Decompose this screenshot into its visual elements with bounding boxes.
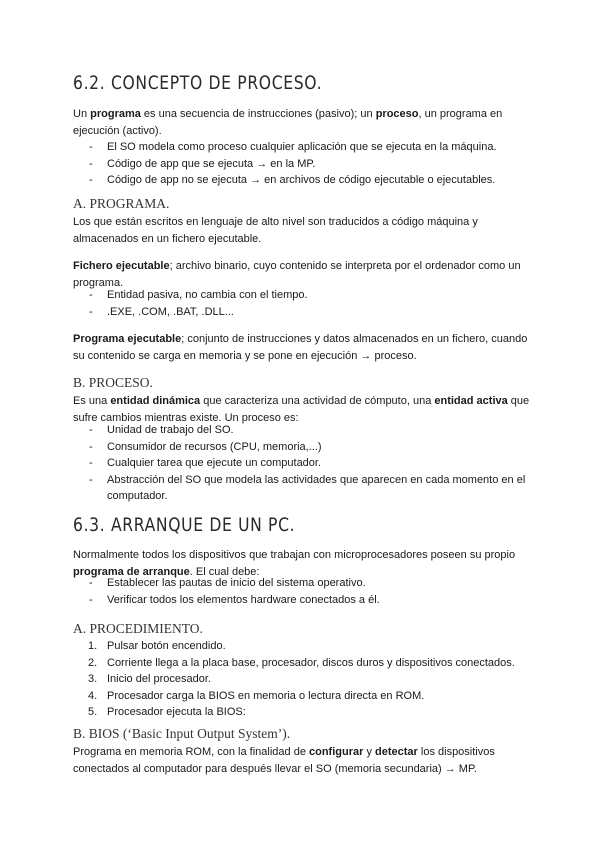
text-run: . El cual debe: [189, 565, 260, 578]
list-dash: - [89, 157, 93, 170]
list-item [73, 655, 533, 672]
list-item-text: Corriente llega a la placa base, procesador, discos duros y dispositivos conectados. [107, 656, 515, 669]
text-run: Normalmente todos los dispositivos que trabajan con microprocesadores poseen su propio [73, 549, 516, 561]
subsection-title-programa: A. PROGRAMA. [73, 196, 170, 211]
paragraph-programa-ejecutable [73, 331, 533, 364]
text-run: ; conjunto de instrucciones y datos almacenados en un fichero, cuando su contenido se carga en memoria y se pone en ejecución → proceso. [73, 333, 528, 362]
numbered-list-procedimiento [73, 638, 533, 721]
list-dash: - [89, 141, 93, 153]
list-item-text: Pulsar botón encendido. [107, 640, 226, 652]
bold-term: Programa ejecutable [73, 333, 182, 345]
list-dash: - [89, 473, 93, 486]
bullet-list-arranque [73, 575, 533, 608]
list-item-text: Procesador carga la BIOS en memoria o lectura directa en ROM. [107, 689, 425, 702]
text-run: Programa en memoria ROM, con la finalidad de [73, 746, 309, 758]
list-item-text: Unidad de trabajo del SO. [107, 424, 234, 436]
text-run: que caracteriza una actividad de cómputo, una [200, 395, 435, 407]
list-item [73, 671, 533, 688]
bold-term: programa [90, 108, 141, 120]
list-dash: - [89, 457, 93, 469]
text-run: que sufre cambios mientras existe. Un proceso es: [73, 395, 530, 424]
bold-term: configurar [309, 746, 364, 758]
bold-term: entidad dinámica [110, 395, 201, 407]
list-item [73, 287, 533, 304]
text-run: los dispositivos conectados al computador para después llevar el SO (memoria secundaria) → MP. [73, 746, 495, 775]
text-run: y [363, 746, 376, 758]
list-item-text: El SO modela como proceso cualquier aplicación que se ejecuta en la máquina. [107, 141, 497, 153]
list-dash: - [89, 424, 93, 436]
text-run: ; archivo binario, cuyo contenido se interpreta por el ordenador como un programa. [73, 260, 521, 289]
list-item-text: Inicio del procesador. [107, 673, 211, 685]
subsection-title-proceso: B. PROCESO. [73, 375, 153, 390]
bullet-list-fichero [73, 287, 533, 320]
text-run: Es una [73, 395, 111, 407]
list-number: 2. [88, 656, 98, 669]
text-run: Un [73, 108, 91, 120]
list-item-text: .EXE, .COM, .BAT, .DLL... [107, 305, 234, 318]
list-item [73, 455, 533, 472]
list-dash: - [89, 305, 93, 318]
list-item-text: Consumidor de recursos (CPU, memoria,...) [107, 440, 322, 453]
list-item-text: Verificar todos los elementos hardware conectados a él. [107, 593, 380, 606]
bold-term: Fichero ejecutable [73, 260, 170, 272]
section-title-6-3: 6.3. ARRANQUE DE UN PC. [73, 514, 296, 536]
list-item [73, 592, 533, 609]
paragraph-programa-traducido [73, 214, 533, 247]
list-item [73, 638, 533, 655]
list-item [73, 704, 533, 721]
subsection-title-bios: B. BIOS (‘Basic Input Output System’). [73, 726, 291, 741]
list-item [73, 422, 533, 439]
list-dash: - [89, 440, 93, 453]
list-item-text: Procesador ejecuta la BIOS: [107, 706, 246, 718]
list-item [73, 472, 533, 505]
bold-term: proceso [375, 108, 419, 120]
section-title-6-2: 6.2. CONCEPTO DE PROCESO. [73, 72, 323, 94]
text-run: es una secuencia de instrucciones (pasivo); un [140, 108, 376, 120]
list-number: 5. [88, 706, 98, 718]
text-run: , un programa en ejecución (activo). [73, 108, 503, 137]
list-item-text: Establecer las pautas de inicio del sistema operativo. [107, 577, 366, 589]
list-item [73, 575, 533, 592]
text-run: Los que están escritos en lenguaje de alto nivel son traducidos a código máquina y almacenados en un fichero ejecutable. [73, 216, 478, 245]
list-dash: - [89, 593, 93, 606]
list-item-text: Entidad pasiva, no cambia con el tiempo. [107, 289, 308, 301]
bold-term: programa de arranque [73, 565, 190, 578]
list-item-text: Abstracción del SO que modela las actividades que aparecen en cada momento en el computador. [107, 473, 526, 502]
subsection-title-procedimiento: A. PROCEDIMIENTO. [73, 621, 203, 636]
bullet-list-proceso [73, 139, 533, 189]
list-dash: - [89, 289, 93, 301]
list-item [73, 172, 533, 189]
list-item [73, 156, 533, 173]
bullet-list-proceso-es [73, 422, 533, 505]
list-item-text: Código de app que se ejecuta → en la MP. [107, 157, 316, 170]
bold-term: detectar [375, 746, 418, 758]
paragraph-bios [73, 744, 533, 777]
list-number: 3. [88, 673, 98, 685]
list-number: 1. [88, 640, 98, 652]
list-dash: - [89, 174, 93, 186]
list-item [73, 439, 533, 456]
list-item-text: Código de app no se ejecuta → en archivos de código ejecutable o ejecutables. [107, 174, 496, 186]
list-number: 4. [88, 689, 98, 702]
list-item [73, 304, 533, 321]
paragraph-intro-programa [73, 106, 533, 139]
list-dash: - [89, 577, 93, 589]
bold-term: entidad activa [434, 395, 508, 407]
list-item [73, 139, 533, 156]
list-item [73, 688, 533, 705]
list-item-text: Cualquier tarea que ejecute un computador. [107, 457, 322, 469]
